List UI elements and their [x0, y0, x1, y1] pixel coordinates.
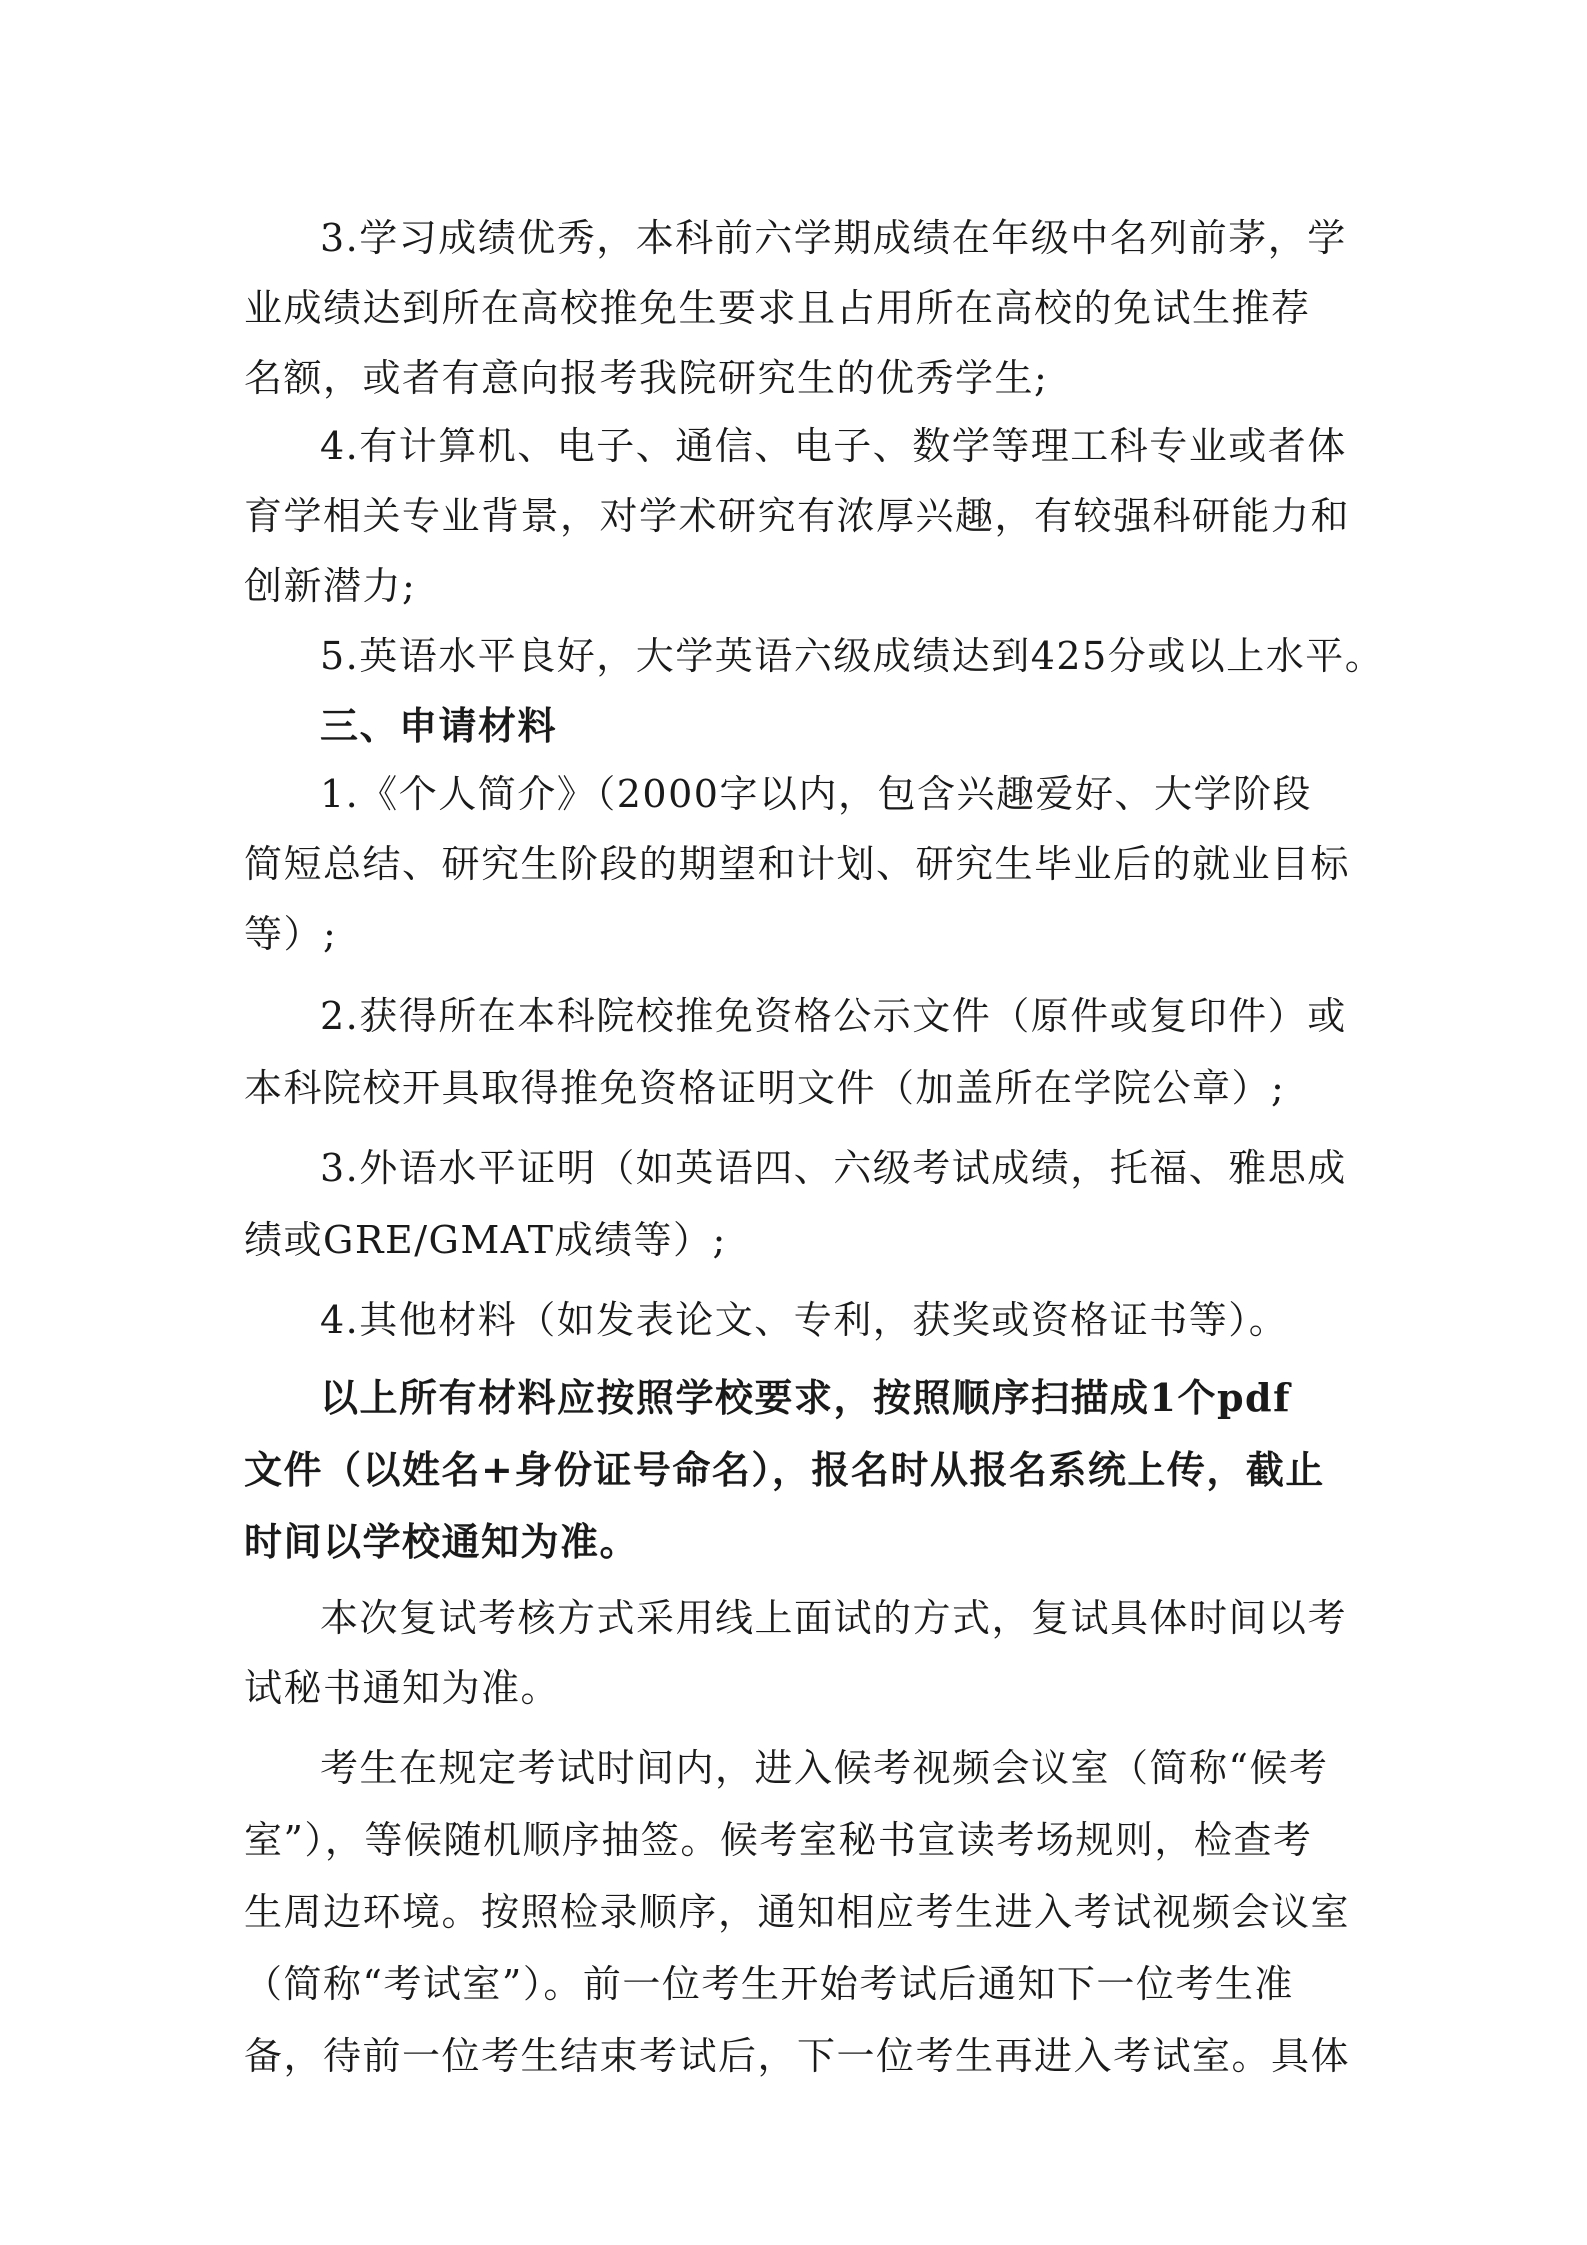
paragraph-line: 绩或GRE/GMAT成绩等）;	[244, 1218, 727, 1262]
paragraph-line: 5.英语水平良好，大学英语六级成绩达到425分或以上水平。	[320, 634, 1385, 678]
paragraph-line: 名额，或者有意向报考我院研究生的优秀学生;	[244, 356, 1049, 400]
paragraph-line: 4.有计算机、电子、通信、电子、数学等理工科专业或者体	[320, 424, 1347, 468]
paragraph-line: 2.获得所在本科院校推免资格公示文件（原件或复印件）或	[320, 994, 1347, 1038]
paragraph-line: 1.《个人简介》（2000字以内，包含兴趣爱好、大学阶段	[320, 772, 1312, 816]
paragraph-line: 等）;	[244, 912, 338, 956]
emphasized-line: 时间以学校通知为准。	[244, 1519, 640, 1564]
paragraph-line: 本科院校开具取得推免资格证明文件（加盖所在学院公章）;	[244, 1066, 1286, 1110]
paragraph-line: 育学相关专业背景，对学术研究有浓厚兴趣，有较强科研能力和	[244, 494, 1351, 538]
emphasized-line: 文件（以姓名+身份证号命名），报名时从报名系统上传，截止	[244, 1447, 1325, 1492]
paragraph-line: 室”），等候随机顺序抽签。候考室秘书宣读考场规则，检查考	[244, 1818, 1313, 1862]
paragraph-line: 试秘书通知为准。	[244, 1666, 561, 1710]
paragraph-line: 本次复试考核方式采用线上面试的方式，复试具体时间以考	[320, 1596, 1348, 1640]
paragraph-line: 业成绩达到所在高校推免生要求且占用所在高校的免试生推荐	[244, 286, 1311, 330]
paragraph-line: 生周边环境。按照检录顺序，通知相应考生进入考试视频会议室	[244, 1890, 1351, 1934]
paragraph-line: 4.其他材料（如发表论文、专利，获奖或资格证书等）。	[320, 1298, 1289, 1342]
paragraph-line: 考生在规定考试时间内，进入候考视频会议室（简称“候考	[320, 1746, 1329, 1790]
emphasized-line: 以上所有材料应按照学校要求，按照顺序扫描成1个pdf	[320, 1375, 1291, 1420]
paragraph-line: 3.外语水平证明（如英语四、六级考试成绩，托福、雅思成	[320, 1146, 1347, 1190]
paragraph-line: （简称“考试室”）。前一位考生开始考试后通知下一位考生准	[244, 1962, 1294, 2006]
paragraph-line: 3.学习成绩优秀，本科前六学期成绩在年级中名列前茅，学	[320, 216, 1347, 260]
section-heading: 三、申请材料	[320, 703, 558, 748]
paragraph-line: 简短总结、研究生阶段的期望和计划、研究生毕业后的就业目标	[244, 842, 1351, 886]
paragraph-line: 备，待前一位考生结束考试后，下一位考生再进入考试室。具体	[244, 2034, 1351, 2078]
paragraph-line: 创新潜力;	[244, 564, 417, 608]
